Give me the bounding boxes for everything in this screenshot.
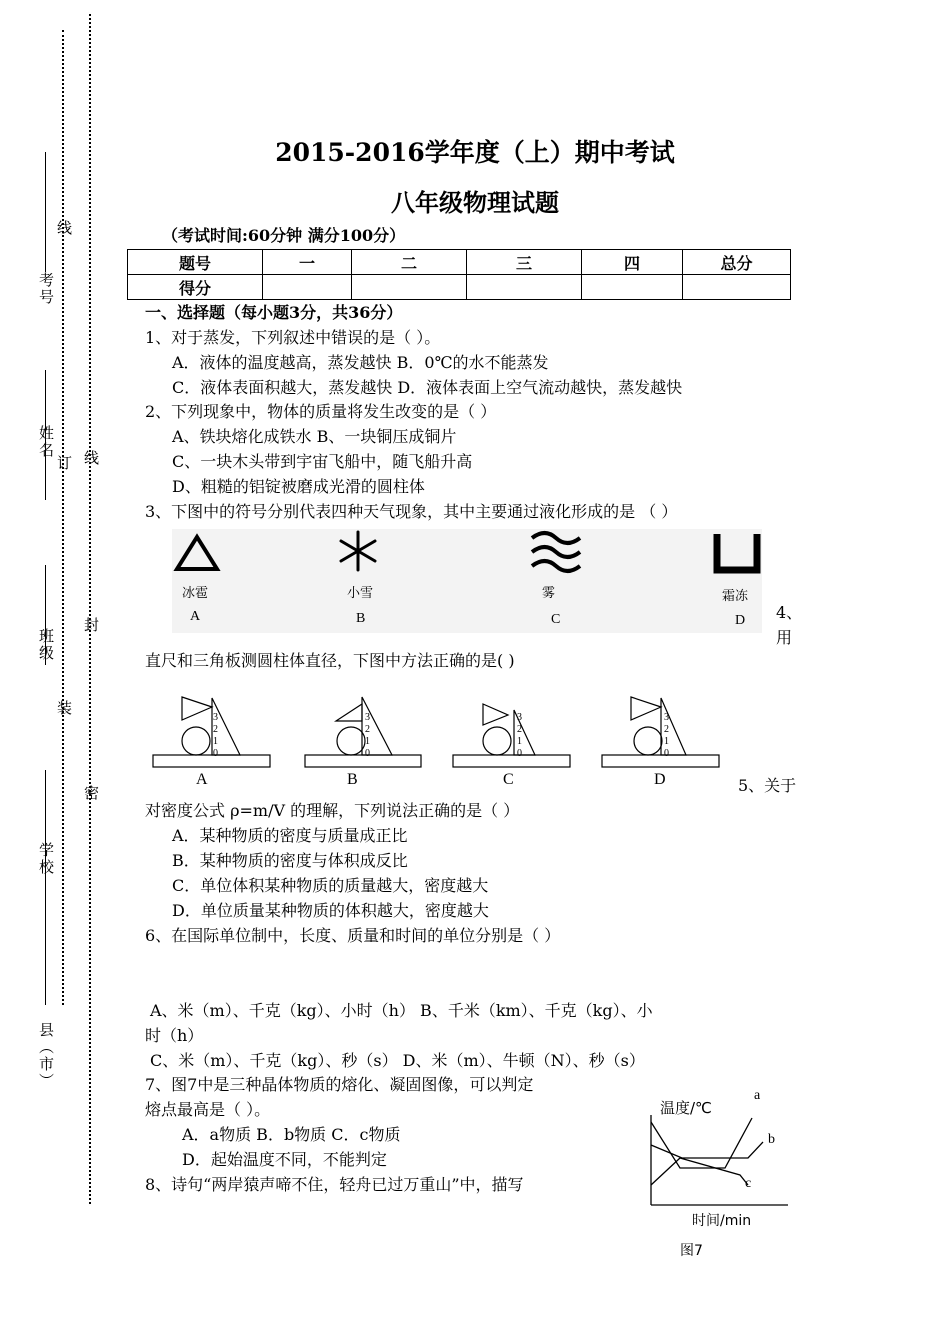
ruler-mark: 1 [664,736,669,747]
ruler-mark: 1 [517,736,522,747]
frost-symbol-icon [710,532,764,576]
figure-letter: B [347,771,358,788]
hail-symbol-icon [172,529,222,574]
score-table [127,249,791,300]
q4-stem: 直尺和三角板测圆柱体直径，下图中方法正确的是( ) [145,651,515,670]
figure-letter: C [503,771,514,788]
section-heading: 一、选择题（每小题3分，共36分） [145,303,403,322]
score-cell: 题号 [128,250,263,275]
q2-option-c: C、一块木头带到宇宙飞船中，随飞船升高 [172,452,473,471]
weather-label: 冰雹 [182,586,209,601]
ruler-mark: 0 [664,748,669,759]
measure-figure-b [304,690,422,772]
ruler-mark: 1 [365,736,370,747]
snow-symbol-icon [333,528,383,574]
measure-figure-a [152,690,272,772]
score-cell: 四 [582,250,683,275]
q4-lead-number: 4、 [776,603,803,622]
exam-title: 2015-2016学年度（上）期中考试 [275,138,675,167]
exam-subtitle: 八年级物理试题 [391,188,559,217]
curve-b [651,1142,763,1158]
score-cell: 一 [263,250,352,275]
q2-option-d: D、粗糙的铝锭被磨成光滑的圆柱体 [172,477,425,496]
ruler-mark: 0 [365,748,370,759]
q6-options-line3: C、米（m）、千克（kg）、秒（s） D、米（m）、牛顿（N）、秒（s） [150,1051,645,1070]
ruler-mark: 2 [664,724,669,735]
q5-option-b: B．某种物质的密度与体积成反比 [172,851,408,870]
measure-figure-d [601,690,721,772]
figure-letter: A [196,771,208,788]
curve-a [651,1118,752,1168]
q5-option-a: A．某种物质的密度与质量成正比 [172,826,408,845]
score-cell: 三 [467,250,582,275]
q1-options-cd: C．液体表面积越大，蒸发越快 D．液体表面上空气流动越快，蒸发越快 [172,378,683,397]
ruler-mark: 0 [517,748,522,759]
curve-label-c: c [745,1176,752,1191]
q1-options-ab: A．液体的温度越高，蒸发越快 B．0℃的水不能蒸发 [172,353,549,372]
score-input-cell[interactable] [683,275,791,300]
curve-c [651,1158,748,1185]
graph-caption: 图7 [680,1243,703,1259]
weather-letter: D [735,613,746,628]
ruler-mark: 0 [213,748,218,759]
score-table-score-row [128,275,791,300]
binding-field-line-5 [45,885,46,1005]
q7-stem-line1: 7、图7中是三种晶体物质的熔化、凝固图像，可以判定 [145,1075,534,1094]
figure-letter: D [654,771,666,788]
q2-stem: 2、下列现象中，物体的质量将发生改变的是（ ） [145,402,497,421]
binding-field-xian: 县（市） [37,1022,55,1090]
q6-options-line2: 时（h） [145,1026,204,1045]
ruler-mark: 3 [517,712,522,723]
score-cell: 总分 [683,250,791,275]
binding-field-xuexiao: 学校 [37,842,55,876]
curve-label-b: b [768,1132,775,1147]
weather-label: 雾 [542,586,556,601]
ruler-mark: 1 [213,736,218,747]
binding-mark-xian-1: 线 [55,220,73,237]
score-cell: 得分 [128,275,263,300]
binding-mark-xian-2: 线 [82,450,100,467]
score-input-cell[interactable] [467,275,582,300]
curve-label-a: a [754,1088,761,1103]
weather-letter: A [190,609,201,624]
score-input-cell[interactable] [582,275,683,300]
binding-dotted-line-outer [62,30,64,1005]
q4-lead-char: 用 [776,628,793,647]
binding-mark-feng: 封 [82,617,100,634]
ruler-mark: 3 [365,712,370,723]
weather-letter: C [551,612,561,627]
q8-stem: 8、诗句“两岸猿声啼不住，轻舟已过万重山”中，描写 [145,1175,524,1194]
graph-ylabel: 温度/℃ [660,1099,712,1117]
weather-label: 小雪 [347,586,374,601]
ruler-mark: 3 [213,712,218,723]
q1-stem: 1、对于蒸发，下列叙述中错误的是（ ）。 [145,328,441,347]
binding-field-kaohao: 考号 [37,272,55,306]
q2-options-ab: A、铁块熔化成铁水 B、一块铜压成铜片 [172,427,457,446]
q5-option-d: D．单位质量某种物质的体积越大，密度越大 [172,901,489,920]
q7-option-d: D．起始温度不同，不能判定 [182,1150,387,1169]
q7-stem-line2: 熔点最高是（ ）。 [145,1100,271,1119]
ruler-mark: 2 [517,724,522,735]
fog-symbol-icon [528,528,584,576]
exam-info: （考试时间:60分钟 满分100分） [162,226,406,245]
weather-label: 霜冻 [722,589,749,604]
binding-field-xingming: 姓名 [37,425,55,459]
q7-options-abc: A．a物质 B．b物质 C．c物质 [182,1125,401,1144]
binding-mark-zhuang: 装 [55,700,73,717]
q5-stem: 对密度公式 ρ=m/V 的理解，下列说法正确的是（ ） [145,801,520,820]
q6-options-line1: A、米（m）、千克（kg）、小时（h） B、千米（km）、千克（kg）、小 [150,1001,653,1020]
q5-lead: 5、关于 [738,776,797,795]
q5-option-c: C．单位体积某种物质的质量越大，密度越大 [172,876,489,895]
ruler-mark: 3 [664,712,669,723]
q3-stem: 3、下图中的符号分别代表四种天气现象，其中主要通过液化形成的是 （ ） [145,502,678,521]
ruler-mark: 2 [213,724,218,735]
score-input-cell[interactable] [352,275,467,300]
score-cell: 二 [352,250,467,275]
binding-mark-ding: 订 [55,455,73,472]
measure-figure-c [452,690,572,772]
binding-field-banji: 班级 [37,628,55,662]
weather-letter: B [356,611,366,626]
binding-mark-mi: 密 [82,785,100,802]
ruler-mark: 2 [365,724,370,735]
score-table-header-row [128,250,791,275]
q6-stem: 6、在国际单位制中，长度、质量和时间的单位分别是（ ） [145,926,561,945]
score-input-cell[interactable] [263,275,352,300]
weather-symbols-panel [172,529,762,633]
graph-xlabel: 时间/min [692,1213,752,1229]
